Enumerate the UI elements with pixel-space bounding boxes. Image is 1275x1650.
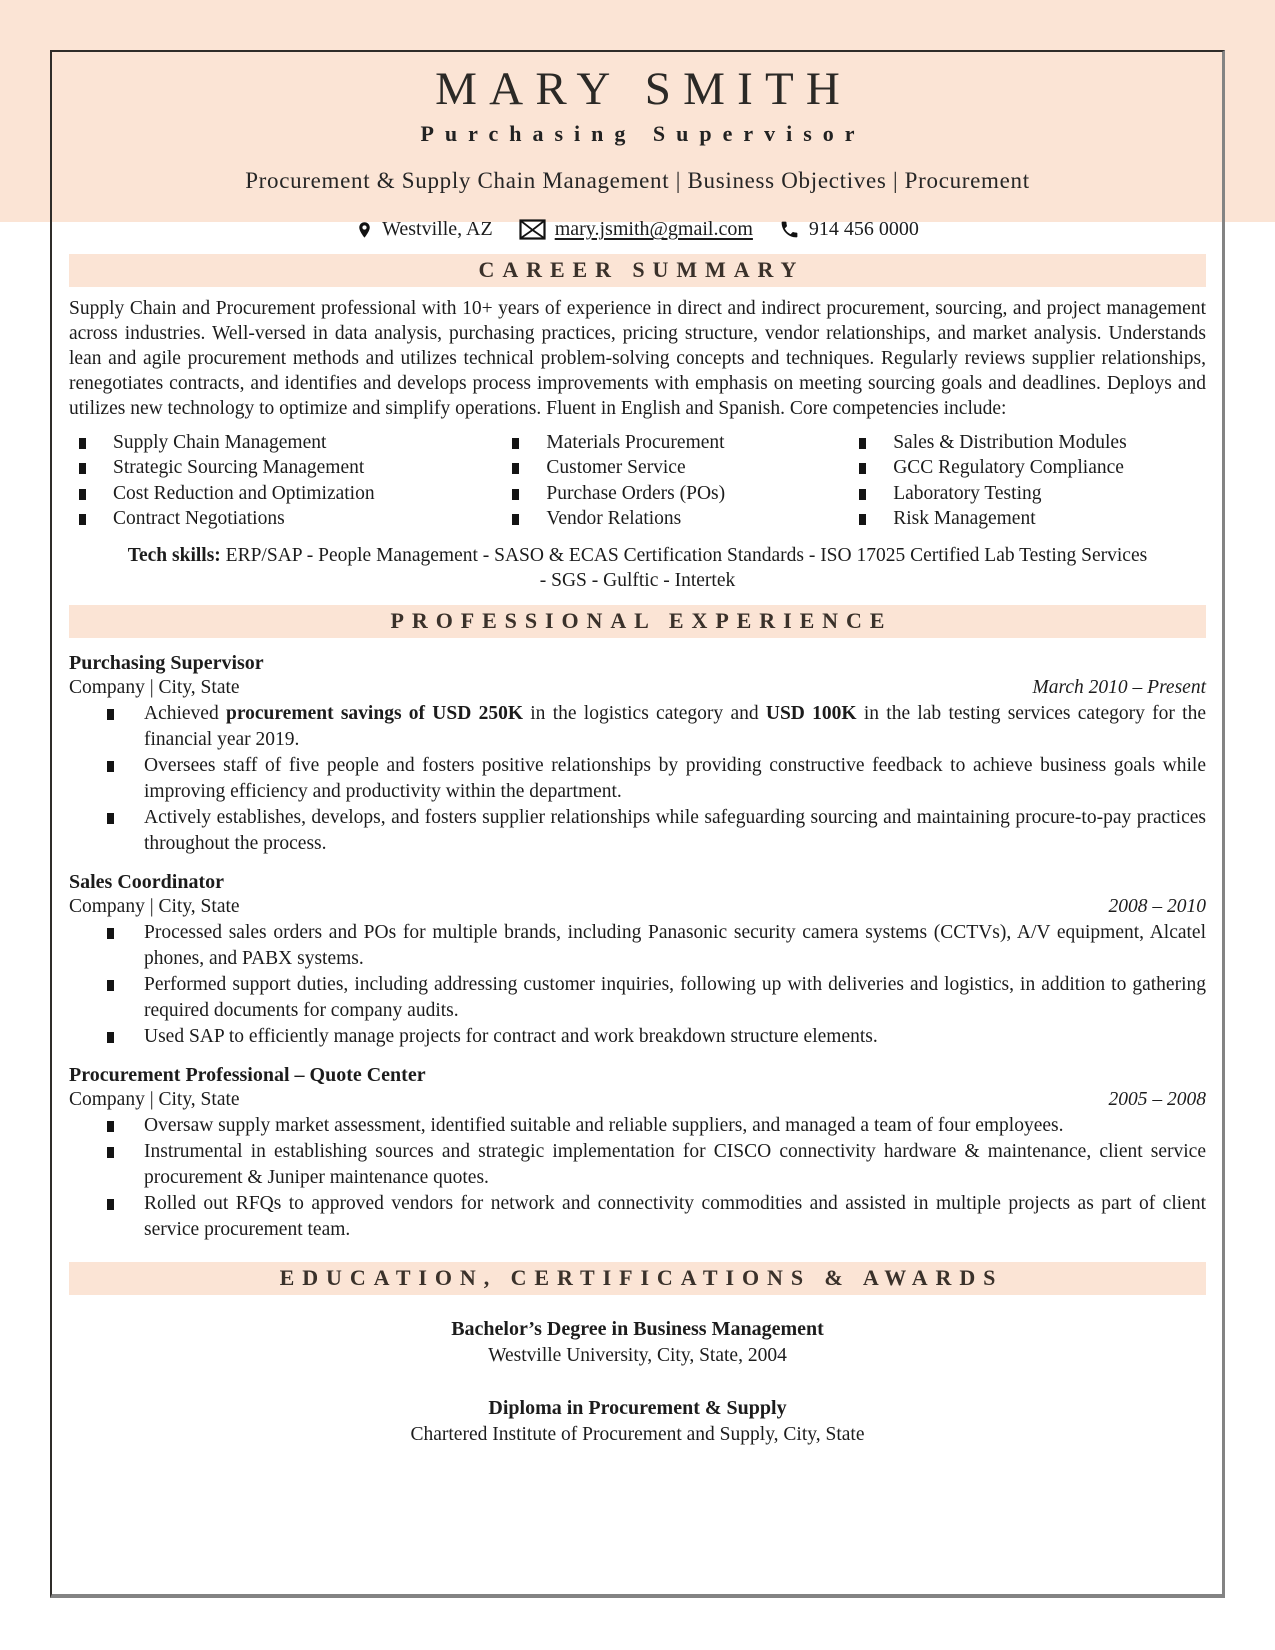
list-item: Cost Reduction and Optimization [79,481,512,507]
square-bullet-icon [107,1199,114,1210]
square-bullet-icon [107,761,114,772]
person-name: MARY SMITH [435,63,853,115]
square-bullet-icon [79,463,86,474]
section-header-career-summary: CAREER SUMMARY [69,254,1206,287]
square-bullet-icon [107,1032,114,1043]
bullet-item: Performed support duties, including addressing customer inquiries, following up with deliveries and logistics, in addition to gathering required documents for company audits. [69,972,1206,1024]
degree-title: Bachelor’s Degree in Business Management [451,1317,824,1340]
square-bullet-icon [859,463,866,474]
bullet-item: Used SAP to efficiently manage projects for contract and work breakdown structure elements. [69,1024,1206,1050]
bullet-item: Processed sales orders and POs for multiple brands, including Panasonic security camera systems (CCTVs), A/V equipment, Alcatel phones, and PABX systems. [69,920,1206,972]
square-bullet-icon [107,980,114,991]
list-item: Contract Negotiations [79,506,512,532]
job-meta [69,1087,1206,1112]
tech-skills-label: Tech skills: [127,544,221,566]
location-text: Westville, AZ [382,218,493,241]
job-bullet-list [69,1113,1206,1243]
job-company: Company | City, State [69,1088,240,1110]
job-title: Procurement Professional – Quote Center [69,1063,426,1086]
square-bullet-icon [512,489,519,500]
tech-skills-line [69,543,1206,593]
competency-column-2 [512,430,859,532]
job-meta [69,894,1206,919]
bullet-item: Instrumental in establishing sources and strategic implementation for CISCO connectivity hardware & maintenance, client service procurement & Juniper maintenance quotes. [69,1139,1206,1191]
square-bullet-icon [107,709,114,720]
square-bullet-icon [512,514,519,525]
bullet-item: Achieved procurement savings of USD 250K in the logistics category and USD 100K in the lab testing services category for the financial year 2019. [69,701,1206,753]
tech-skills-text: ERP/SAP - People Management - SASO & ECAS Certification Standards - ISO 17025 Certified Lab Testing Services - SGS - Gulftic - Intertek [220,544,1148,591]
job-meta [69,675,1206,700]
degree-institution: Westville University, City, State, 2004 [488,1344,787,1366]
bullet-item: Oversees staff of five people and fosters positive relationships by providing constructive feedback to achieve business goals while improving efficiency and productivity within the department. [69,753,1206,805]
job-title: Sales Coordinator [69,870,224,893]
square-bullet-icon [107,1147,114,1158]
list-item: Risk Management [859,506,1206,532]
contact-email [519,218,753,241]
job-entry-sales-coordinator [69,870,1206,1050]
phone-text: 914 456 0000 [808,218,919,241]
competency-column-3 [859,430,1206,532]
location-pin-icon [356,218,373,242]
competency-column-1 [69,430,512,532]
job-entry-procurement-professional [69,1063,1206,1243]
square-bullet-icon [107,1121,114,1132]
list-item: Strategic Sourcing Management [79,455,512,481]
resume-page [50,50,1225,1447]
job-entry-purchasing-supervisor [69,651,1206,857]
list-item: GCC Regulatory Compliance [859,455,1206,481]
job-dates: March 2010 – Present [1032,676,1206,698]
contact-row [69,218,1206,242]
list-item: Vendor Relations [512,506,859,532]
degree-institution: Chartered Institute of Procurement and Supply, City, State [410,1423,865,1445]
job-dates: 2008 – 2010 [1108,895,1206,917]
core-competencies [69,430,1206,532]
phone-icon [779,219,800,240]
square-bullet-icon [512,438,519,449]
job-bullet-list [69,701,1206,857]
education-entry-diploma [69,1396,1206,1447]
list-item: Sales & Distribution Modules [859,430,1206,456]
square-bullet-icon [107,928,114,939]
education-entry-bachelors [69,1317,1206,1368]
square-bullet-icon [79,514,86,525]
tagline: Procurement & Supply Chain Management | Business Objectives | Procurement [245,167,1030,193]
job-company: Company | City, State [69,895,240,917]
contact-location [356,218,493,242]
square-bullet-icon [859,489,866,500]
square-bullet-icon [859,438,866,449]
list-item: Supply Chain Management [79,430,512,456]
career-summary-paragraph: Supply Chain and Procurement professional with 10+ years of experience in direct and indirect procurement, sourcing, and project management across industries. Well-versed in data analysis, purchasing practices, pricing structure, vendor relationships, and market analysis. Understands lean and agile procurement methods and utilizes technical problem-solving concepts and techniques. Regularly reviews supplier relationships, renegotiates contracts, and identifies and develops process improvements with emphasis on meeting sourcing goals and deadlines. Deploys and utilizes new technology to optimize and simplify operations. Fluent in English and Spanish. Core competencies include: [69,297,1206,419]
job-title: Purchasing Supervisor [69,651,264,674]
job-dates: 2005 – 2008 [1108,1088,1206,1110]
square-bullet-icon [512,463,519,474]
section-header-professional-experience: PROFESSIONAL EXPERIENCE [69,605,1206,638]
bullet-item: Oversaw supply market assessment, identified suitable and reliable suppliers, and managed a team of four employees. [69,1113,1206,1139]
bullet-item: Actively establishes, develops, and fosters supplier relationships while safeguarding sourcing and maintaining procure-to-pay practices throughout the process. [69,805,1206,857]
list-item: Laboratory Testing [859,481,1206,507]
square-bullet-icon [859,514,866,525]
list-item: Purchase Orders (POs) [512,481,859,507]
email-link[interactable]: mary.jsmith@gmail.com [554,218,753,241]
section-header-education: EDUCATION, CERTIFICATIONS & AWARDS [69,1262,1206,1295]
degree-title: Diploma in Procurement & Supply [488,1396,787,1419]
square-bullet-icon [79,489,86,500]
email-envelope-icon [519,219,546,240]
square-bullet-icon [107,813,114,824]
square-bullet-icon [79,438,86,449]
bullet-item: Rolled out RFQs to approved vendors for network and connectivity commodities and assisted in multiple projects as part of client service procurement team. [69,1191,1206,1243]
job-company: Company | City, State [69,676,240,698]
contact-phone [779,218,919,241]
list-item: Customer Service [512,455,859,481]
list-item: Materials Procurement [512,430,859,456]
job-role-subtitle: Purchasing Supervisor [420,120,866,146]
job-bullet-list [69,920,1206,1050]
